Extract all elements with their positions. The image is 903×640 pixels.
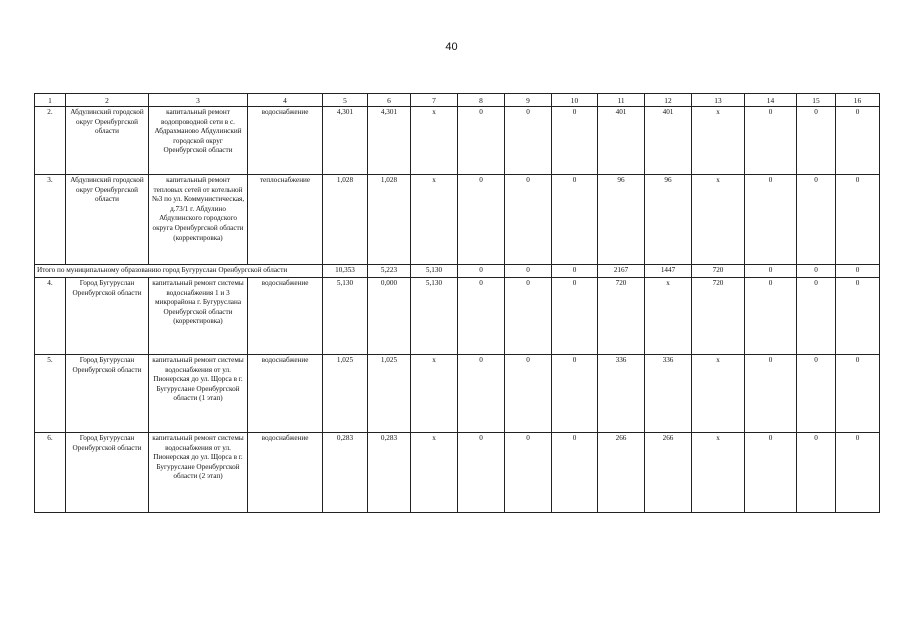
value-cell: x: [411, 175, 458, 265]
subtotal-row: [35, 265, 880, 278]
description-cell: капитальный ремонт системы водоснабжения от ул. Пионерская до ул. Щорса в г. Бугуруслане Оренбургской области (2 этап): [149, 433, 248, 513]
subtotal-value: 0: [505, 265, 552, 278]
description-cell: капитальный ремонт системы водоснабжения 1 и 3 микрорайона г. Бугуруслана Оренбургской области (корректировка): [149, 278, 248, 355]
header-cell: 6: [368, 94, 411, 107]
subtotal-value: 5,223: [368, 265, 411, 278]
row-number: 5.: [35, 355, 66, 433]
municipality-cell: Абдулинский городской округ Оренбургской области: [66, 175, 149, 265]
municipality-cell: Абдулинский городской округ Оренбургской области: [66, 107, 149, 175]
value-cell: 0: [458, 175, 505, 265]
value-cell: 0: [552, 355, 598, 433]
subtotal-value: 0: [836, 265, 880, 278]
subtotal-value: 2167: [598, 265, 645, 278]
municipality-cell: Город Бугуруслан Оренбургской области: [66, 278, 149, 355]
value-cell: 0,283: [323, 433, 368, 513]
value-cell: 720: [598, 278, 645, 355]
description-cell: капитальный ремонт системы водоснабжения от ул. Пионерская до ул. Щорса в г. Бугуруслане Оренбургской области (1 этап): [149, 355, 248, 433]
subtotal-value: 0: [797, 265, 836, 278]
subtotal-value: 5,130: [411, 265, 458, 278]
value-cell: 0: [836, 355, 880, 433]
header-cell: 14: [745, 94, 797, 107]
type-cell: водоснабжение: [248, 278, 323, 355]
value-cell: 0: [745, 278, 797, 355]
table-row: [35, 107, 880, 175]
type-cell: водоснабжение: [248, 107, 323, 175]
value-cell: 0: [458, 107, 505, 175]
value-cell: 266: [645, 433, 692, 513]
page-number: 40: [445, 41, 458, 53]
subtotal-value: 0: [552, 265, 598, 278]
value-cell: 0: [797, 433, 836, 513]
row-number: 3.: [35, 175, 66, 265]
value-cell: 401: [645, 107, 692, 175]
subtotal-label: Итого по муниципальному образованию город Бугуруслан Оренбургской области: [35, 265, 323, 278]
value-cell: 0: [458, 433, 505, 513]
municipality-cell: Город Бугуруслан Оренбургской области: [66, 433, 149, 513]
value-cell: 0: [505, 355, 552, 433]
value-cell: 0,283: [368, 433, 411, 513]
value-cell: 96: [645, 175, 692, 265]
value-cell: 4,301: [368, 107, 411, 175]
row-number: 6.: [35, 433, 66, 513]
value-cell: 0: [552, 278, 598, 355]
value-cell: 0: [797, 175, 836, 265]
header-cell: 10: [552, 94, 598, 107]
value-cell: 4,301: [323, 107, 368, 175]
value-cell: 0: [552, 433, 598, 513]
header-cell: 5: [323, 94, 368, 107]
value-cell: 1,028: [323, 175, 368, 265]
type-cell: водоснабжение: [248, 355, 323, 433]
type-cell: теплоснабжение: [248, 175, 323, 265]
table-row: [35, 355, 880, 433]
value-cell: 336: [598, 355, 645, 433]
value-cell: 0: [745, 107, 797, 175]
value-cell: 0: [505, 175, 552, 265]
value-cell: 1,028: [368, 175, 411, 265]
header-cell: 1: [35, 94, 66, 107]
value-cell: 0: [458, 355, 505, 433]
subtotal-value: 1447: [645, 265, 692, 278]
value-cell: 5,130: [411, 278, 458, 355]
value-cell: x: [411, 355, 458, 433]
value-cell: 0: [505, 433, 552, 513]
value-cell: 266: [598, 433, 645, 513]
value-cell: 0: [836, 278, 880, 355]
value-cell: 0: [797, 278, 836, 355]
description-cell: капитальный ремонт тепловых сетей от котельной №3 по ул. Коммунистическая, д.73/1 г. Абдулино Абдулинского городского округа Оренбургской области (корректировка): [149, 175, 248, 265]
value-cell: 0: [552, 107, 598, 175]
value-cell: x: [692, 175, 745, 265]
value-cell: 0: [458, 278, 505, 355]
header-cell: 13: [692, 94, 745, 107]
table-row: [35, 175, 880, 265]
value-cell: 0: [745, 355, 797, 433]
value-cell: x: [692, 355, 745, 433]
header-cell: 8: [458, 94, 505, 107]
value-cell: x: [645, 278, 692, 355]
value-cell: x: [692, 107, 745, 175]
value-cell: 336: [645, 355, 692, 433]
value-cell: 5,130: [323, 278, 368, 355]
value-cell: 0: [745, 175, 797, 265]
header-cell: 4: [248, 94, 323, 107]
description-cell: капитальный ремонт водопроводной сети в с. Абдрахманово Абдулинский городской округ Оренбургской области: [149, 107, 248, 175]
value-cell: 1,025: [368, 355, 411, 433]
header-cell: 7: [411, 94, 458, 107]
column-number-row: [35, 94, 880, 107]
value-cell: 0: [836, 175, 880, 265]
value-cell: 0: [797, 355, 836, 433]
budget-table: [34, 93, 880, 513]
value-cell: 1,025: [323, 355, 368, 433]
type-cell: водоснабжение: [248, 433, 323, 513]
municipality-cell: Город Бугуруслан Оренбургской области: [66, 355, 149, 433]
header-cell: 11: [598, 94, 645, 107]
value-cell: 96: [598, 175, 645, 265]
table-row: [35, 278, 880, 355]
subtotal-value: 720: [692, 265, 745, 278]
value-cell: x: [692, 433, 745, 513]
subtotal-value: 0: [458, 265, 505, 278]
row-number: 4.: [35, 278, 66, 355]
value-cell: 401: [598, 107, 645, 175]
subtotal-value: 10,353: [323, 265, 368, 278]
header-cell: 2: [66, 94, 149, 107]
value-cell: x: [411, 433, 458, 513]
value-cell: 0: [836, 433, 880, 513]
header-cell: 15: [797, 94, 836, 107]
value-cell: 0: [836, 107, 880, 175]
value-cell: 720: [692, 278, 745, 355]
value-cell: 0: [505, 107, 552, 175]
value-cell: 0: [505, 278, 552, 355]
header-cell: 3: [149, 94, 248, 107]
row-number: 2.: [35, 107, 66, 175]
value-cell: 0,000: [368, 278, 411, 355]
value-cell: 0: [552, 175, 598, 265]
value-cell: x: [411, 107, 458, 175]
header-cell: 9: [505, 94, 552, 107]
value-cell: 0: [745, 433, 797, 513]
header-cell: 16: [836, 94, 880, 107]
subtotal-value: 0: [745, 265, 797, 278]
table-row: [35, 433, 880, 513]
header-cell: 12: [645, 94, 692, 107]
value-cell: 0: [797, 107, 836, 175]
